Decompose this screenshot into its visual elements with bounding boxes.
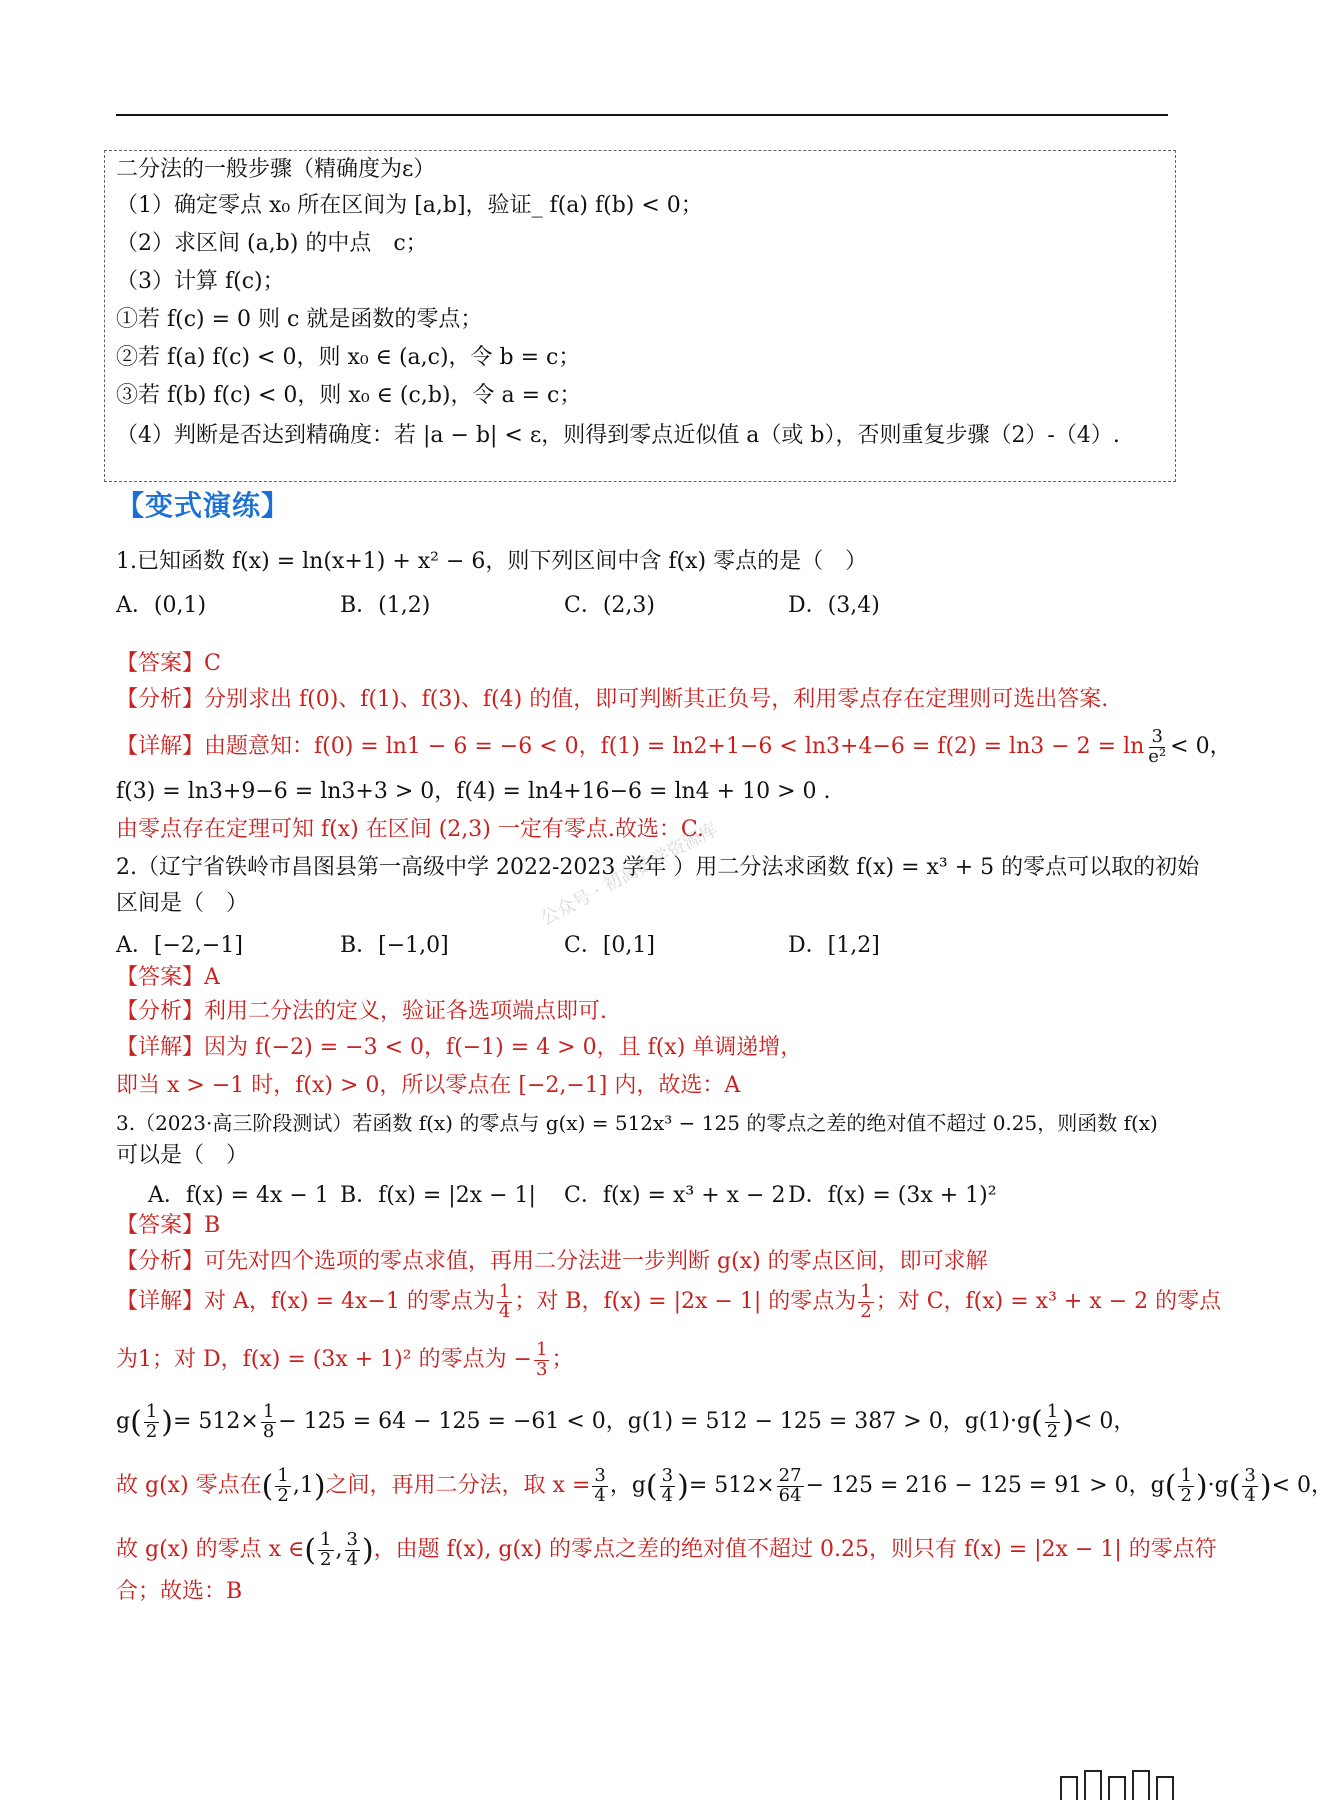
q2-detail-2: 即当 x > −1 时，f(x) > 0，所以零点在 [−2,−1] 内，故选：A — [116, 1073, 741, 1098]
q2-detail-1: 【详解】因为 f(−2) = −3 < 0，f(−1) = 4 > 0，且 f(x) 单调递增， — [116, 1035, 803, 1060]
q1-option-b: B．(1,2) — [340, 593, 431, 618]
q3-analysis: 【分析】可先对四个选项的零点求值，再用二分法进一步判断 g(x) 的零点区间，即可求解 — [116, 1249, 988, 1274]
q1-detail-line-3: 由零点存在定理可知 f(x) 在区间 (2,3) 一定有零点.故选：C. — [116, 817, 704, 842]
section-heading: 【变式演练】 — [116, 489, 291, 522]
box-title: 二分法的一般步骤（精确度为ε） — [116, 157, 436, 182]
q1-detail-text: 【详解】由题意知：f(0) = ln1 − 6 = −6 < 0，f(1) = ln2+1−6 < ln3+4−6 = f(2) = ln3 − 2 = ln — [116, 734, 1145, 760]
q3-detail-line-5: 故 g(x) 的零点 x ∈ ( $\frac{1}{2}$ , $\frac{3}{4}$ ) ，由题 f(x), g(x) 的零点之差的绝对值不超过 0.25，则只有 f(x) = |2x − 1| 的零点符 — [116, 1528, 1217, 1570]
q1-detail-line-1: 【详解】由题意知：f(0) = ln1 − 6 = −6 < 0，f(1) = ln2+1−6 < ln3+4−6 = f(2) = ln3 − 2 = ln $\frac{3}{\text{e²}}$ < 0， — [116, 726, 1232, 767]
fraction-3-over-e2: $\frac{3}{\text{e²}}$ — [1148, 726, 1167, 767]
q2-option-c: C．[0,1] — [564, 933, 655, 958]
case-1: ①若 f(c) = 0 则 c 就是函数的零点； — [116, 307, 483, 332]
q3-option-d: D．f(x) = (3x + 1)² — [788, 1183, 997, 1208]
q3-detail-line-4: 故 g(x) 零点在 ( $\frac{1}{2}$ ,1 ) 之间，再用二分法，取 x = $\frac{3}{4}$ ，g ( $\frac{3}{4}$ ) = 512× $\frac{27}{64}$ − 125 = 216 − 125 = 91 > 0，g ( $\frac{1}{2}$ ) ·g ( $\frac{3}{4}$ ) < 0， — [116, 1464, 1333, 1506]
q1-detail-line-2: f(3) = ln3+9−6 = ln3+3 > 0，f(4) = ln4+16−6 = ln4 + 10 > 0 . — [116, 779, 831, 804]
step-4: （4）判断是否达到精确度：若 |a − b| < ε，则得到零点近似值 a（或 b），否则重复步骤（2）-（4）. — [116, 423, 1120, 448]
q1-option-a: A．(0,1) — [116, 593, 207, 618]
footer-logo-icon — [1060, 1760, 1260, 1800]
case-2: ②若 f(a) f(c) < 0，则 x₀ ∈ (a,c)，令 b = c； — [116, 345, 581, 370]
q2-option-d: D．[1,2] — [788, 933, 880, 958]
q2-answer: 【答案】A — [116, 965, 220, 990]
q3-detail-line-3: g ( $\frac{1}{2}$ ) = 512× $\frac{1}{8}$ − 125 = 64 − 125 = −61 < 0，g(1) = 512 − 125 = 387 > 0，g(1)·g ( $\frac{1}{2}$ ) < 0， — [116, 1400, 1136, 1442]
header-rule — [116, 114, 1168, 116]
q2-stem-2: 区间是（ ） — [116, 891, 249, 916]
q3-stem-1: 3.（2023·高三阶段测试）若函数 f(x) 的零点与 g(x) = 512x³ − 125 的零点之差的绝对值不超过 0.25，则函数 f(x) — [116, 1111, 1158, 1135]
q3-answer: 【答案】B — [116, 1213, 221, 1238]
q1-answer: 【答案】C — [116, 651, 221, 676]
q3-option-a: A．f(x) = 4x − 1 — [148, 1183, 329, 1208]
q3-detail-line-6: 合；故选：B — [116, 1579, 243, 1604]
fraction-1-4: $\frac{1}{4}$ — [498, 1280, 511, 1322]
q3-option-c: C．f(x) = x³ + x − 2 — [564, 1183, 786, 1208]
q2-analysis: 【分析】利用二分法的定义，验证各选项端点即可. — [116, 999, 607, 1024]
q1-analysis: 【分析】分别求出 f(0)、f(1)、f(3)、f(4) 的值，即可判断其正负号，利用零点存在定理则可选出答案. — [116, 687, 1109, 712]
q3-detail-line-1: 【详解】对 A，f(x) = 4x−1 的零点为 $\frac{1}{4}$ ；对 B，f(x) = |2x − 1| 的零点为 $\frac{1}{2}$ ；对 C，f(x) = x³ + x − 2 的零点 — [116, 1280, 1222, 1322]
q3-detail-line-2: 为1；对 D，f(x) = (3x + 1)² 的零点为 − $\frac{1}{3}$ ； — [116, 1338, 574, 1380]
q3-stem-2: 可以是（ ） — [116, 1143, 249, 1168]
q1-option-c: C．(2,3) — [564, 593, 655, 618]
fraction-1-3: $\frac{1}{3}$ — [536, 1338, 548, 1380]
q3-option-b: B．f(x) = |2x − 1| — [340, 1183, 536, 1208]
q2-option-a: A．[−2,−1] — [116, 933, 243, 958]
step-3: （3）计算 f(c)； — [116, 269, 285, 294]
step-2: （2）求区间 (a,b) 的中点 c； — [116, 231, 428, 256]
fraction-1-2: $\frac{1}{2}$ — [860, 1280, 872, 1322]
q2-stem-1: 2.（辽宁省铁岭市昌图县第一高级中学 2022-2023 学年 ）用二分法求函数 f(x) = x³ + 5 的零点可以取的初始 — [116, 855, 1200, 880]
q1-option-d: D．(3,4) — [788, 593, 880, 618]
case-3: ③若 f(b) f(c) < 0，则 x₀ ∈ (c,b)，令 a = c； — [116, 383, 582, 408]
step-1: （1）确定零点 x₀ 所在区间为 [a,b]，验证_ f(a) f(b) < 0； — [116, 193, 703, 218]
q1-stem: 1.已知函数 f(x) = ln(x+1) + x² − 6，则下列区间中含 f(x) 零点的是（ ） — [116, 549, 868, 574]
q2-option-b: B．[−1,0] — [340, 933, 449, 958]
watermark-text: 公众号 · 初高数学资源库 — [537, 818, 722, 930]
